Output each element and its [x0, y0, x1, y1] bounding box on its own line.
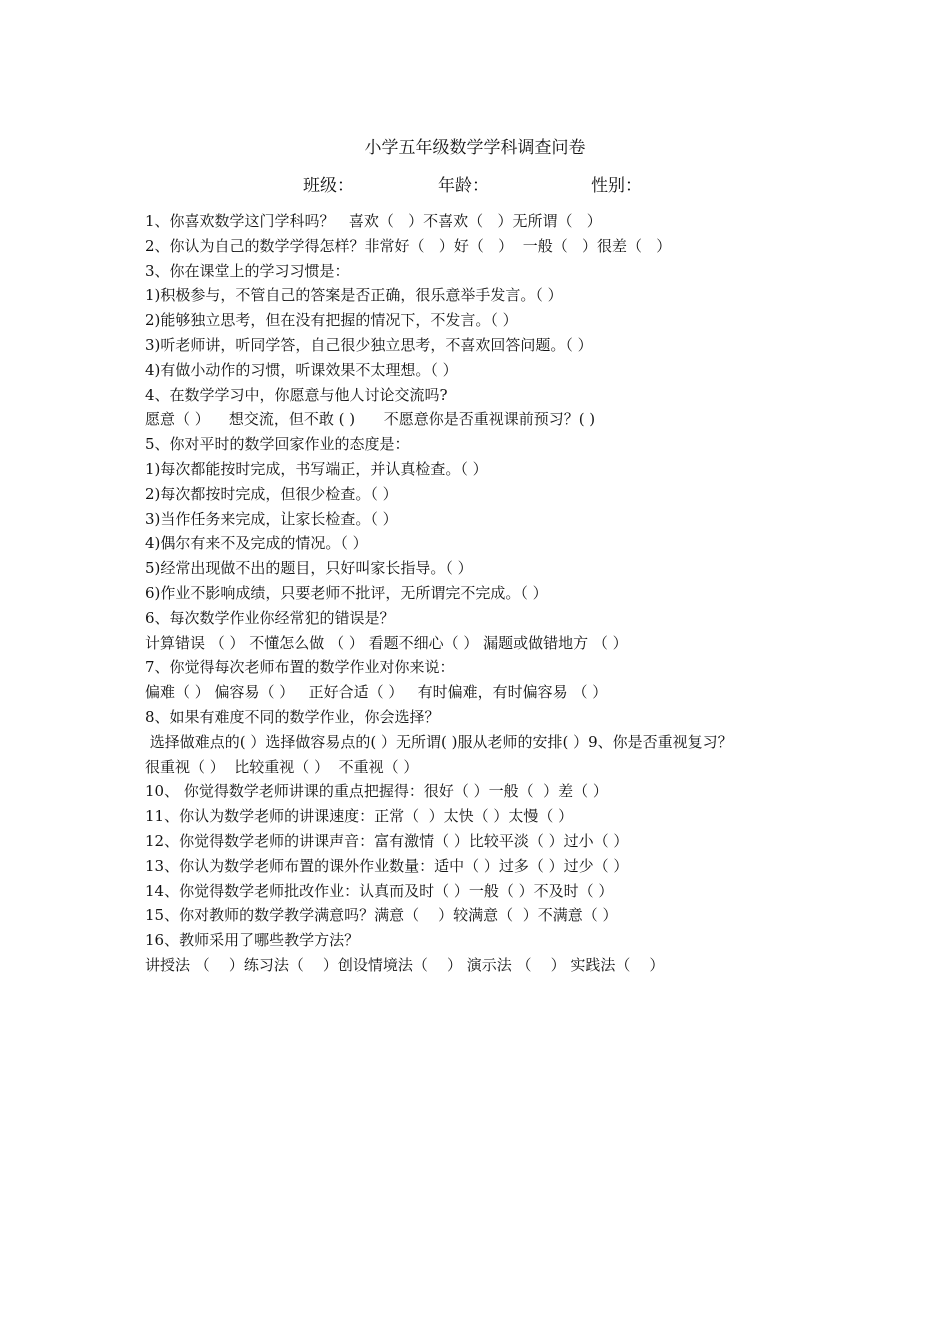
age-label: 年龄： [438, 176, 489, 196]
option-line: 3)当作任务来完成，让家长检查。（ ） [145, 509, 398, 528]
class-label: 班级： [303, 176, 354, 196]
question-line: 11、你认为数学老师的讲课速度：正常（ ）太快（ ）太慢（ ） [145, 807, 574, 826]
option-line: 愿意（ ） 想交流，但不敢 ( ) 不愿意你是否重视课前预习？( ) [145, 410, 596, 429]
option-line: 计算错误 （ ） 不懂怎么做 （ ） 看题不细心（ ） 漏题或做错地方 （ ） [145, 633, 628, 652]
question-line: 10、 你觉得数学老师讲课的重点把握得：很好（ ）一般（ ）差（ ） [145, 782, 608, 801]
option-line: 1)积极参与，不管自己的答案是否正确，很乐意举手发言。（ ） [145, 286, 563, 305]
question-line: 3、你在课堂上的学习习惯是： [145, 261, 350, 280]
option-line: 1)每次都能按时完成，书写端正，并认真检查。（ ） [145, 459, 488, 478]
option-line: 2)每次都按时完成，但很少检查。（ ） [145, 484, 398, 503]
option-line: 偏难（ ） 偏容易（ ） 正好合适（ ） 有时偏难，有时偏容易 （ ） [145, 683, 608, 702]
question-line: 16、教师采用了哪些教学方法？ [145, 931, 360, 950]
question-line: 8、如果有难度不同的数学作业，你会选择？ [145, 707, 440, 726]
question-line: 14、你觉得数学老师批改作业：认真而及时（ ）一般（ ）不及时（ ） [145, 881, 614, 900]
option-line: 2)能够独立思考，但在没有把握的情况下，不发言。（ ） [145, 311, 518, 330]
question-line: 4、在数学学习中，你愿意与他人讨论交流吗? [145, 385, 448, 404]
option-line: 5)经常出现做不出的题目，只好叫家长指导。（ ） [145, 559, 473, 578]
question-line: 13、你认为数学老师布置的课外作业数量：适中（ ）过多（ ）过少（ ） [145, 856, 629, 875]
question-line: 1、你喜欢数学这门学科吗？ 喜欢（ ）不喜欢（ ）无所谓（ ） [145, 212, 602, 230]
question-line: 2、你认为自己的数学学得怎样？非常好（ ）好（ ） 一般（ ）很差（ ） [145, 236, 672, 255]
option-line: 3)听老师讲，听同学答，自己很少独立思考，不喜欢回答问题。（ ） [145, 335, 593, 354]
student-info-row [0, 174, 950, 198]
option-line: 4)有做小动作的习惯，听课效果不太理想。（ ） [145, 360, 458, 379]
option-line: 讲授法 （ ）练习法（ ）创设情境法（ ） 演示法 （ ） 实践法（ ） [145, 955, 665, 974]
survey-title: 小学五年级数学学科调查问卷 [364, 138, 586, 158]
question-line: 5、你对平时的数学回家作业的态度是： [145, 435, 410, 454]
option-line: 很重视（ ） 比较重视（ ） 不重视（ ） [145, 757, 419, 776]
question-line: 15、你对教师的数学教学满意吗？满意（ ）较满意（ ）不满意（ ） [145, 906, 618, 925]
question-line: 6、每次数学作业你经常犯的错误是？ [145, 608, 395, 627]
gender-label: 性别： [591, 176, 642, 196]
option-line: 6)作业不影响成绩，只要老师不批评，无所谓完不完成。（ ） [145, 583, 548, 602]
question-line: 7、你觉得每次老师布置的数学作业对你来说： [145, 658, 455, 677]
option-line: 4)偶尔有来不及完成的情况。（ ） [145, 534, 368, 553]
question-line: 12、你觉得数学老师的讲课声音：富有激情（ ）比较平淡（ ）过小（ ） [145, 831, 629, 850]
question-list [145, 209, 865, 978]
option-line: 选择做难点的( ）选择做容易点的( ）无所谓( )服从老师的安排( ）9、你是否重视复习？ [145, 732, 733, 751]
